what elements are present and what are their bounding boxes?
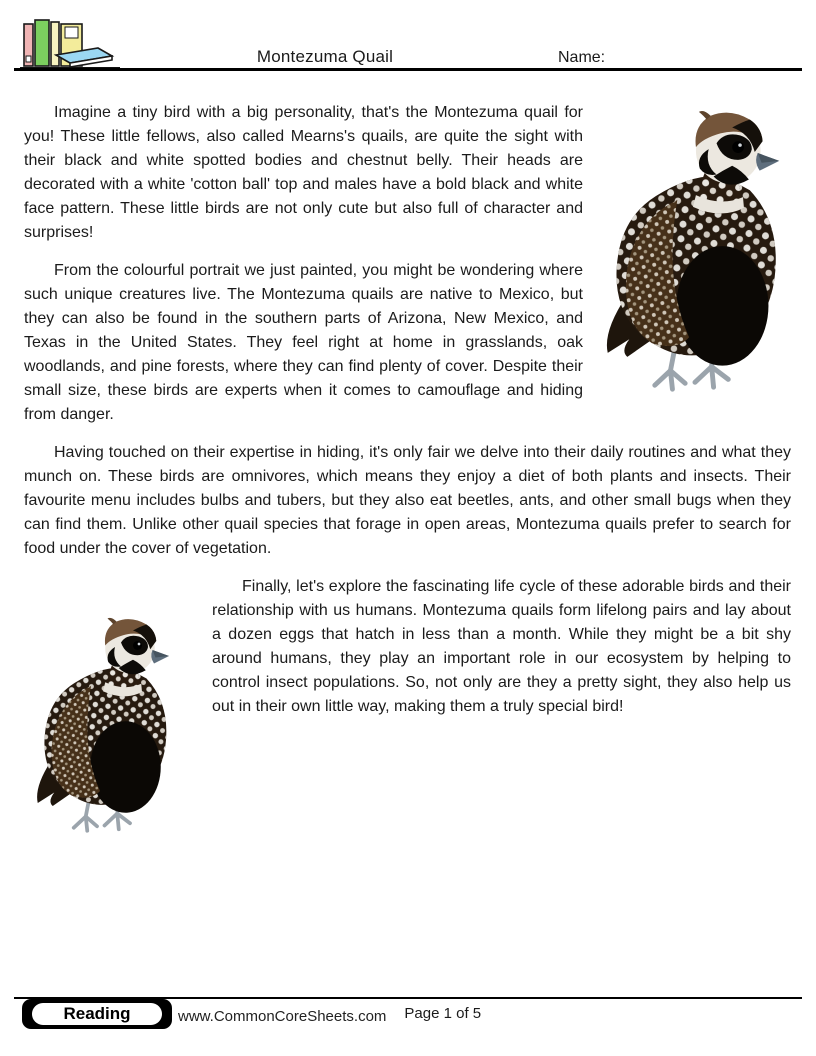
header-divider [14, 68, 802, 71]
quail-photo-top-right [595, 101, 791, 401]
page-number: Page 1 of 5 [404, 1005, 482, 1022]
quail-illustration-icon [595, 101, 791, 401]
header [14, 12, 802, 68]
paragraph-2: From the colourful portrait we just painted, you might be wondering where such unique creatures live. The Montezuma quails are native to Mexico, but they can also be found in the southern parts of Arizona, New Mexico, and Texas in the United States. They feel right at home in grasslands, oak woodlands, and pine forests, where they can find plenty of cover. Despite their small size, these birds are experts when it comes to camouflage and hiding from danger. [24, 262, 583, 423]
worksheet-title: Montezuma Quail [256, 47, 394, 66]
quail-illustration-icon [28, 577, 178, 873]
paragraph-4-block [24, 575, 791, 719]
website-url: www.CommonCoreSheets.com [178, 1008, 387, 1025]
name-label: Name: [558, 49, 606, 66]
paragraph-3: Having touched on their expertise in hiding, it's only fair we delve into their daily routines and what they munch on. These birds are omnivores, which means they enjoy a diet of both plants and insects. Their favourite menu includes bulbs and tubers, but they also eat beetles, ants, and other small bugs when they can find them. Unlike other quail species that forage in open areas, Montezuma quails prefer to search for food under the cover of vegetation. [24, 444, 791, 557]
quail-photo-bottom-left [28, 577, 178, 873]
article [24, 101, 791, 873]
footer [14, 997, 802, 1035]
category-badge [22, 999, 172, 1029]
paragraph-4: Finally, let's explore the fascinating life cycle of these adorable birds and their relationship with us humans. Montezuma quails form lifelong pairs and lay about a dozen eggs that hatch in less than a month. While they might be a bit shy around humans, they play an important role in our ecosystem by helping to control insect populations. So, not only are they a pretty sight, they also help us out in their own little way, making them a truly special bird! [212, 578, 791, 715]
category-label: Reading [32, 1003, 162, 1025]
paragraph-1: Imagine a tiny bird with a big personality, that's the Montezuma quail for you! These little fellows, also called Mearns's quails, are quite the sight with their black and white spotted bodies and chestnut belly. Their heads are decorated with a white 'cotton ball' top and males have a bold black and white face pattern. These little birds are not only cute but also full of character and surprises! [24, 104, 583, 241]
name-field[interactable] [558, 49, 605, 67]
